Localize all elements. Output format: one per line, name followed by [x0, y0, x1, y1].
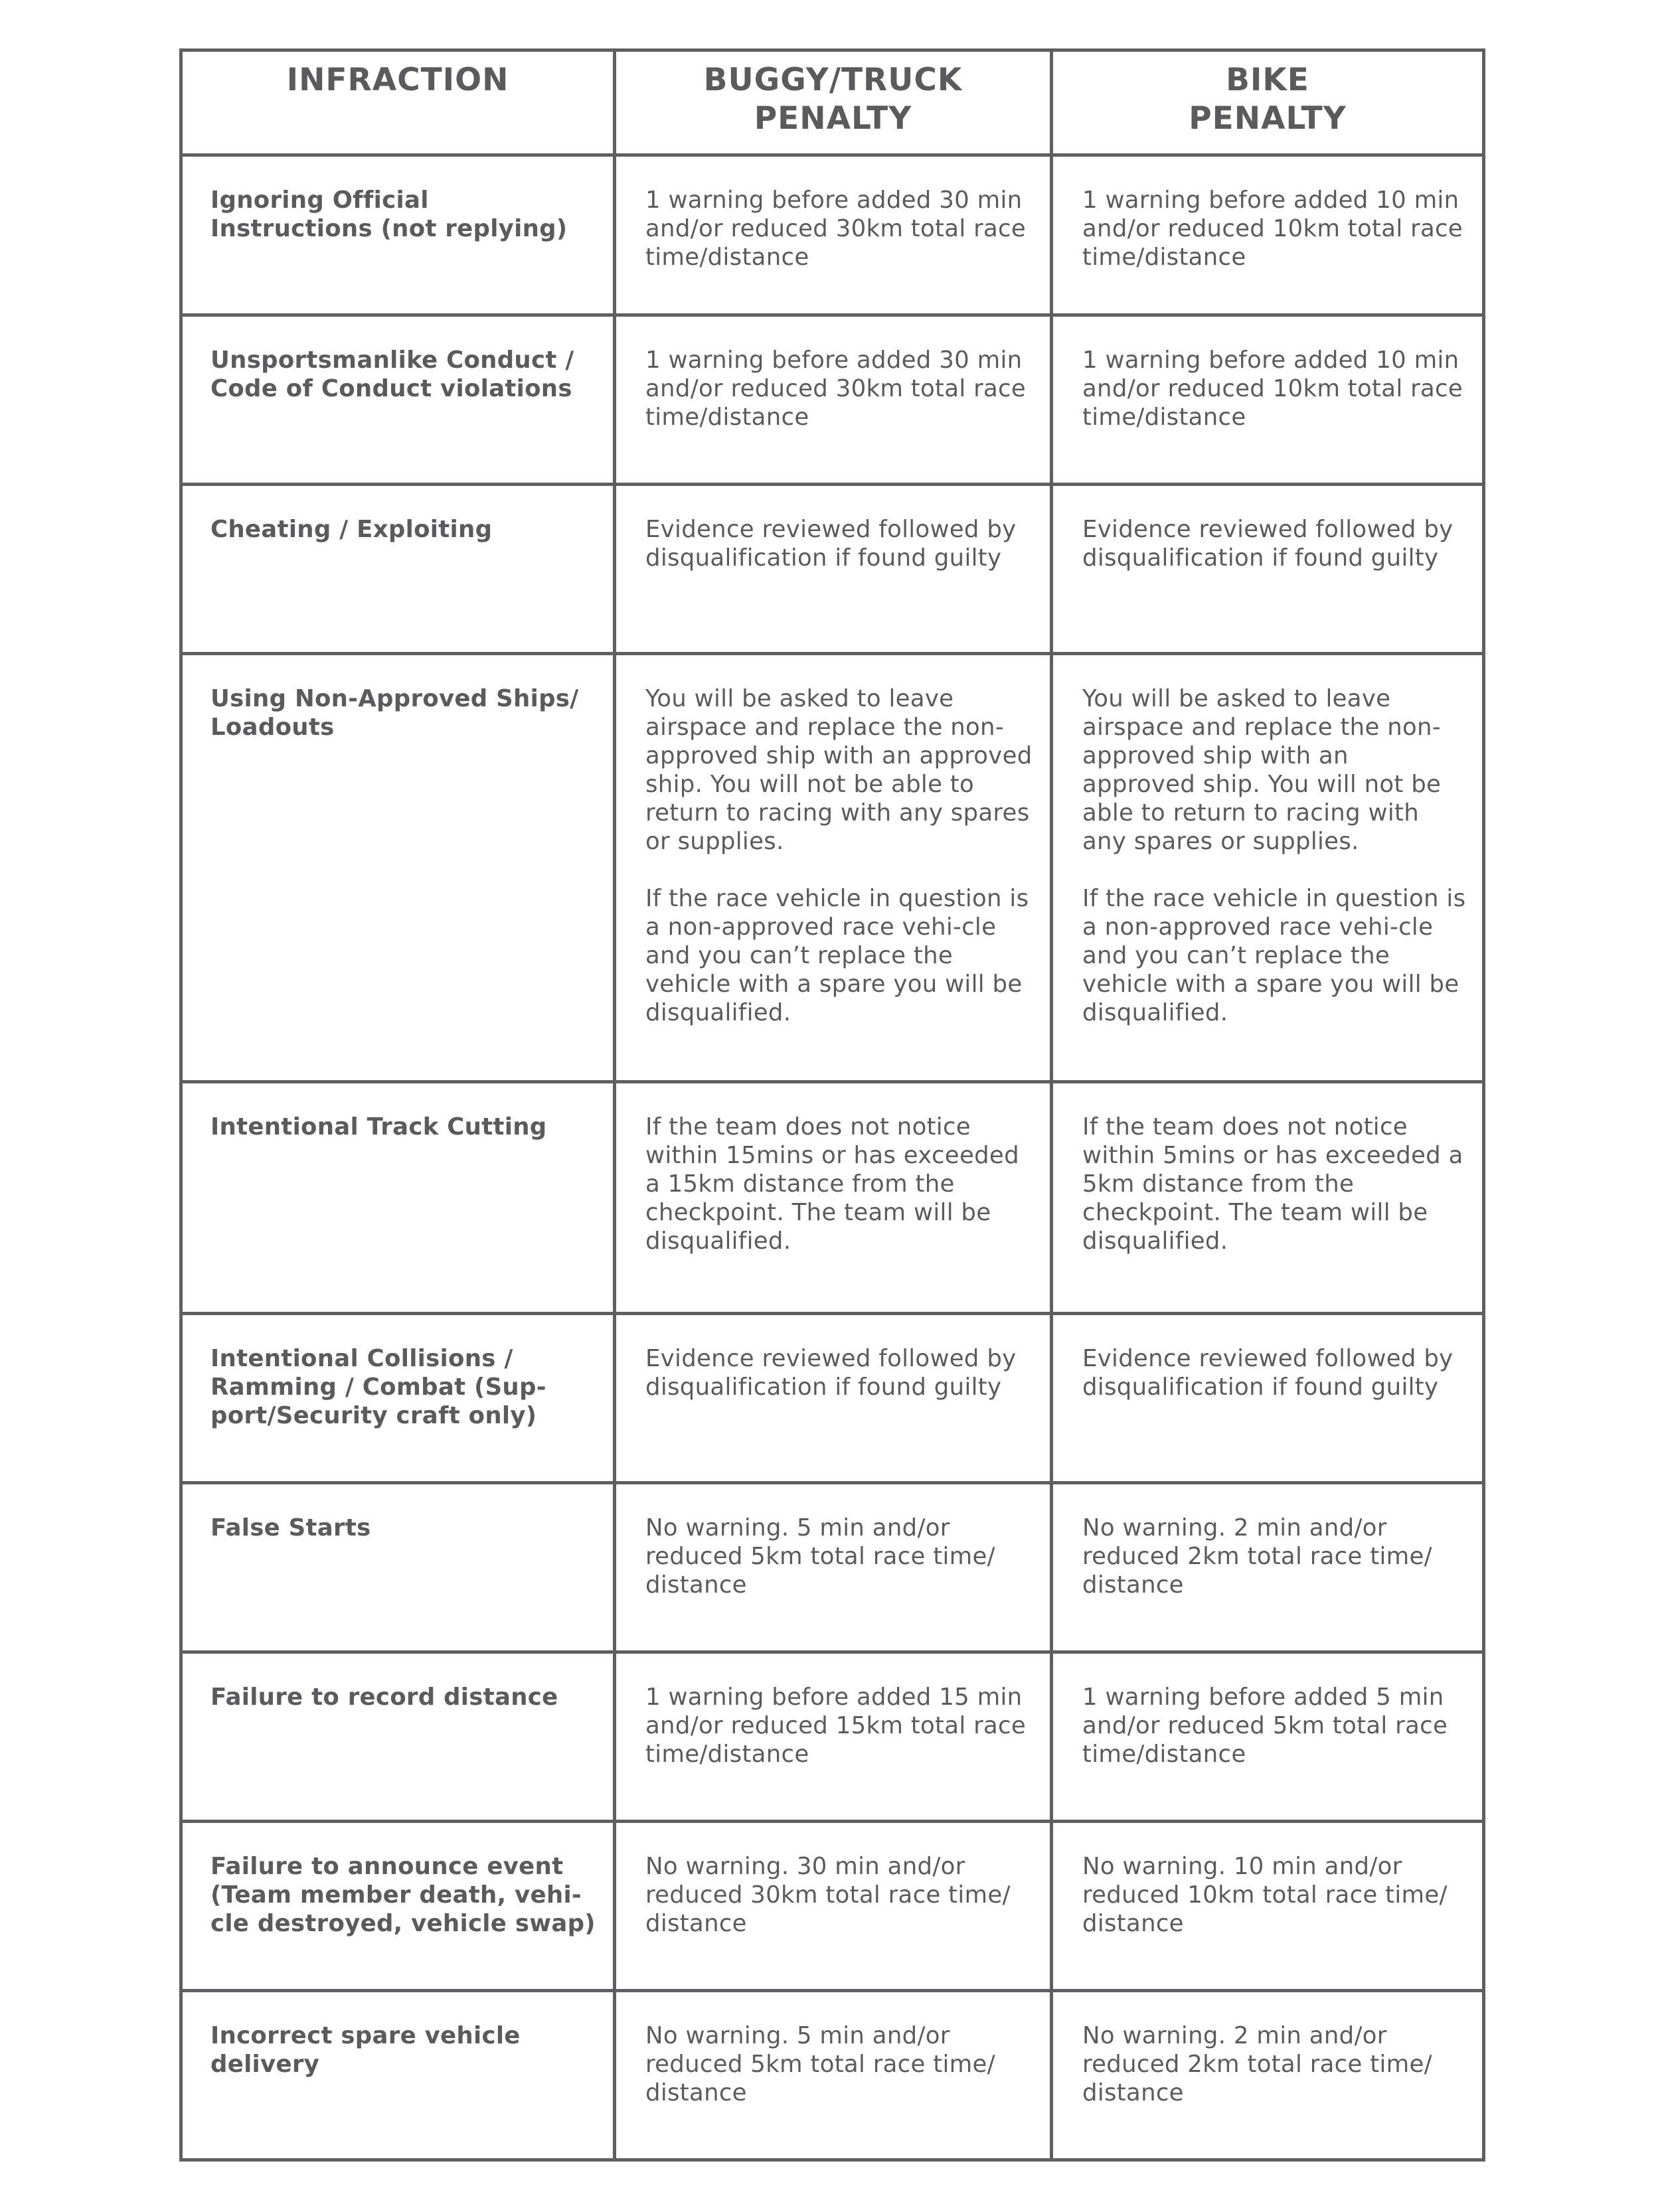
table-row: [181, 485, 1484, 654]
bike-penalty-cell: [1052, 654, 1484, 1082]
bike-penalty-cell: [1052, 1991, 1484, 2160]
penalty-table: [179, 48, 1485, 2162]
buggy-penalty-cell: [615, 485, 1052, 654]
bike-penalty-cell: [1052, 1314, 1484, 1483]
table-row: [181, 1652, 1484, 1822]
infraction-cell: False Starts: [181, 1483, 615, 1652]
penalty-text: No warning. 2 min and/or reduced 2km total race time/ distance: [1082, 1514, 1432, 1599]
bike-penalty-cell: [1052, 315, 1484, 485]
penalty-text: No warning. 30 min and/or reduced 30km total race time/ distance: [645, 1853, 1011, 1937]
penalty-text: If the team does not notice within 15mins or has exceeded a 15km distance from the checkpoint. The team will be disqualified.: [645, 1113, 1019, 1255]
buggy-penalty-cell: [615, 155, 1052, 315]
infraction-cell: Intentional Track Cutting: [181, 1082, 615, 1314]
table-row: [181, 1822, 1484, 1991]
penalty-text: Evidence reviewed followed by disqualification if found guilty: [645, 1345, 1017, 1401]
table-row: [181, 1483, 1484, 1652]
bike-penalty-cell: [1052, 1822, 1484, 1991]
buggy-penalty-cell: [615, 1991, 1052, 2160]
buggy-penalty-cell: [615, 1822, 1052, 1991]
table-row: [181, 654, 1484, 1082]
bike-penalty-cell: [1052, 1652, 1484, 1822]
penalty-text: You will be asked to leave airspace and replace the non-approved ship with an approved ship. You will not be able to return to racing with any spares or supplies.: [1082, 685, 1442, 855]
bike-penalty-cell: [1052, 485, 1484, 654]
infraction-cell: Failure to record distance: [181, 1652, 615, 1822]
penalty-text: No warning. 10 min and/or reduced 10km total race time/ distance: [1082, 1853, 1448, 1937]
header-buggy-penalty: BUGGY/TRUCK PENALTY: [615, 50, 1052, 155]
buggy-penalty-cell: [615, 315, 1052, 485]
penalty-text: If the race vehicle in question is a non-approved race vehi-cle and you can’t replace the vehicle with a spare you will be disqualified.: [1082, 885, 1466, 1026]
penalty-text: If the race vehicle in question is a non-approved race vehi-cle and you can’t replace the vehicle with a spare you will be disqualified.: [645, 885, 1029, 1026]
buggy-penalty-cell: [615, 1082, 1052, 1314]
bike-penalty-cell: [1052, 1483, 1484, 1652]
penalty-text: No warning. 2 min and/or reduced 2km total race time/ distance: [1082, 2022, 1432, 2106]
header-row: [181, 50, 1484, 155]
buggy-penalty-cell: [615, 1483, 1052, 1652]
penalty-text: You will be asked to leave airspace and replace the non-approved ship with an approved ship. You will not be able to return to racing with any spares or supplies.: [645, 685, 1033, 855]
penalty-text: 1 warning before added 5 min and/or reduced 5km total race time/distance: [1082, 1684, 1448, 1768]
penalty-text: Evidence reviewed followed by disqualification if found guilty: [1082, 516, 1453, 572]
table-row: [181, 155, 1484, 315]
table-row: [181, 1314, 1484, 1483]
infraction-cell: Intentional Collisions / Ramming / Combat (Sup-port/Security craft only): [181, 1314, 615, 1483]
header-infraction: INFRACTION: [181, 50, 615, 155]
infraction-cell: Using Non-Approved Ships/ Loadouts: [181, 654, 615, 1082]
penalty-text: 1 warning before added 10 min and/or reduced 10km total race time/distance: [1082, 347, 1463, 431]
header-bike-penalty: BIKE PENALTY: [1052, 50, 1484, 155]
penalty-text: 1 warning before added 30 min and/or reduced 30km total race time/distance: [645, 187, 1026, 271]
table-row: [181, 1082, 1484, 1314]
penalty-text: Evidence reviewed followed by disqualification if found guilty: [1082, 1345, 1453, 1401]
penalty-text: If the team does not notice within 5mins or has exceeded a 5km distance from the checkpoint. The team will be disqualified.: [1082, 1113, 1463, 1255]
bike-penalty-cell: [1052, 1082, 1484, 1314]
buggy-penalty-cell: [615, 1652, 1052, 1822]
table-row: [181, 315, 1484, 485]
penalty-text: Evidence reviewed followed by disqualification if found guilty: [645, 516, 1017, 572]
infraction-cell: Ignoring Official Instructions (not replying): [181, 155, 615, 315]
penalty-text: No warning. 5 min and/or reduced 5km total race time/ distance: [645, 2022, 995, 2106]
penalty-text: No warning. 5 min and/or reduced 5km total race time/ distance: [645, 1514, 995, 1599]
infraction-cell: Unsportsmanlike Conduct / Code of Conduct violations: [181, 315, 615, 485]
buggy-penalty-cell: [615, 1314, 1052, 1483]
infraction-cell: Incorrect spare vehicle delivery: [181, 1991, 615, 2160]
penalty-text: 1 warning before added 10 min and/or reduced 10km total race time/distance: [1082, 187, 1463, 271]
table-row: [181, 1991, 1484, 2160]
bike-penalty-cell: [1052, 155, 1484, 315]
infraction-cell: Failure to announce event (Team member death, vehi-cle destroyed, vehicle swap): [181, 1822, 615, 1991]
infraction-cell: Cheating / Exploiting: [181, 485, 615, 654]
penalty-text: 1 warning before added 15 min and/or reduced 15km total race time/distance: [645, 1684, 1026, 1768]
penalty-text: 1 warning before added 30 min and/or reduced 30km total race time/distance: [645, 347, 1026, 431]
buggy-penalty-cell: [615, 654, 1052, 1082]
